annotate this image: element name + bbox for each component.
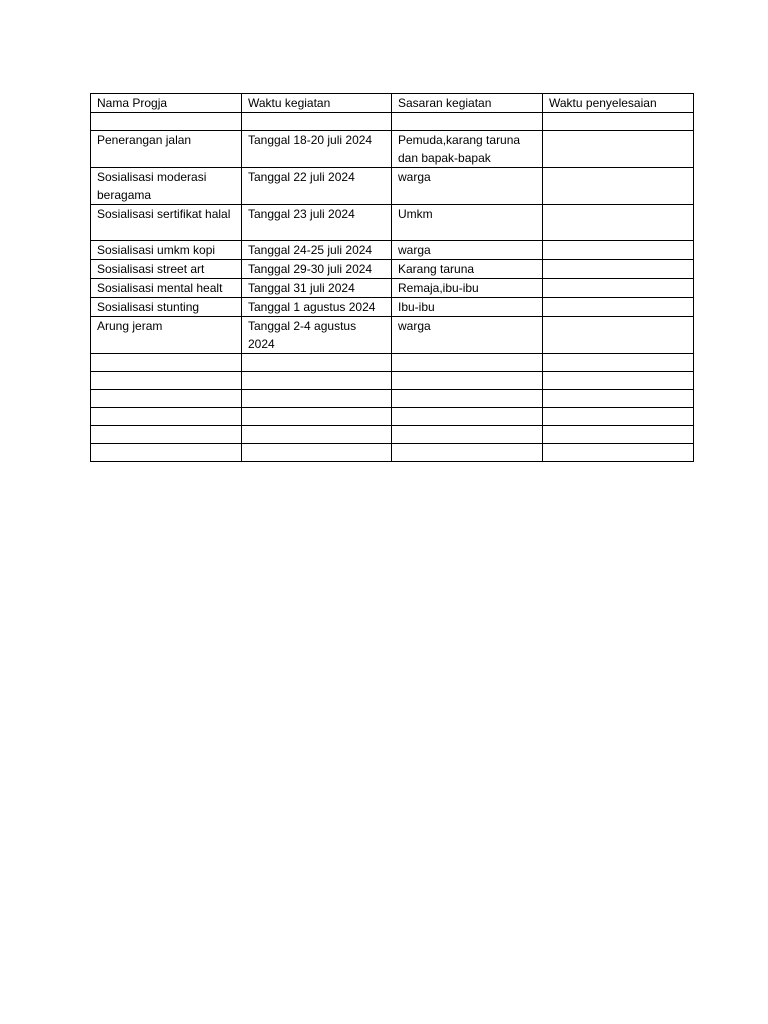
table-row xyxy=(91,298,694,317)
table-cell: Sosialisasi street art xyxy=(91,260,242,279)
table-cell xyxy=(392,408,543,426)
table-cell: Sosialisasi stunting xyxy=(91,298,242,317)
table-cell xyxy=(242,113,392,131)
table-cell xyxy=(392,444,543,462)
table-cell xyxy=(242,444,392,462)
table-row xyxy=(91,260,694,279)
table-row xyxy=(91,354,694,372)
table-cell xyxy=(91,444,242,462)
table-cell: Remaja,ibu-ibu xyxy=(392,279,543,298)
table-cell: Pemuda,karang taruna dan bapak-bapak xyxy=(392,131,543,168)
table-cell: Arung jeram xyxy=(91,317,242,354)
table-cell xyxy=(543,390,694,408)
table-cell xyxy=(242,390,392,408)
table-cell xyxy=(543,354,694,372)
table-cell xyxy=(91,390,242,408)
table-row xyxy=(91,317,694,354)
table-cell xyxy=(543,131,694,168)
table-cell: Tanggal 31 juli 2024 xyxy=(242,279,392,298)
table-cell xyxy=(543,241,694,260)
table-cell xyxy=(91,113,242,131)
table-cell: Ibu-ibu xyxy=(392,298,543,317)
table-cell: Tanggal 24-25 juli 2024 xyxy=(242,241,392,260)
header-waktu-kegiatan: Waktu kegiatan xyxy=(242,94,392,113)
table-cell: Tanggal 23 juli 2024 xyxy=(242,205,392,241)
table-cell: Sosialisasi umkm kopi xyxy=(91,241,242,260)
table-cell xyxy=(91,372,242,390)
table-cell xyxy=(242,354,392,372)
table-cell: Sosialisasi sertifikat halal xyxy=(91,205,242,241)
table-cell: Umkm xyxy=(392,205,543,241)
table-cell xyxy=(91,426,242,444)
table-cell xyxy=(392,354,543,372)
table-cell xyxy=(543,372,694,390)
table-cell xyxy=(242,426,392,444)
table-header-row xyxy=(91,94,694,113)
table-cell xyxy=(543,317,694,354)
table-cell xyxy=(543,298,694,317)
table-cell: Sosialisasi mental healt xyxy=(91,279,242,298)
header-nama-progja: Nama Progja xyxy=(91,94,242,113)
table-cell: Karang taruna xyxy=(392,260,543,279)
table-cell: Sosialisasi moderasi beragama xyxy=(91,168,242,205)
table-cell xyxy=(91,408,242,426)
table-row xyxy=(91,408,694,426)
table-cell: warga xyxy=(392,317,543,354)
table-cell: Penerangan jalan xyxy=(91,131,242,168)
table-cell xyxy=(91,354,242,372)
table-cell xyxy=(543,279,694,298)
table-cell xyxy=(543,260,694,279)
table-row xyxy=(91,205,694,241)
table-row xyxy=(91,444,694,462)
table-row xyxy=(91,390,694,408)
table-cell xyxy=(543,426,694,444)
program-schedule-table xyxy=(90,93,694,462)
table-cell: Tanggal 18-20 juli 2024 xyxy=(242,131,392,168)
table-cell: Tanggal 1 agustus 2024 xyxy=(242,298,392,317)
table-cell xyxy=(392,426,543,444)
table-cell xyxy=(543,408,694,426)
table-cell xyxy=(242,372,392,390)
table-cell: warga xyxy=(392,168,543,205)
table-row xyxy=(91,131,694,168)
table-cell xyxy=(543,113,694,131)
table-cell xyxy=(392,113,543,131)
table-cell: Tanggal 2-4 agustus 2024 xyxy=(242,317,392,354)
table-cell xyxy=(392,390,543,408)
table-row xyxy=(91,279,694,298)
table-row xyxy=(91,372,694,390)
header-sasaran-kegiatan: Sasaran kegiatan xyxy=(392,94,543,113)
table-cell: warga xyxy=(392,241,543,260)
table-row xyxy=(91,426,694,444)
table-cell xyxy=(242,408,392,426)
table-cell xyxy=(543,444,694,462)
table-cell xyxy=(543,168,694,205)
header-waktu-penyelesaian: Waktu penyelesaian xyxy=(543,94,694,113)
table-cell xyxy=(543,205,694,241)
table-row xyxy=(91,168,694,205)
table-cell: Tanggal 22 juli 2024 xyxy=(242,168,392,205)
table-row xyxy=(91,113,694,131)
table-cell xyxy=(392,372,543,390)
table-cell: Tanggal 29-30 juli 2024 xyxy=(242,260,392,279)
table-row xyxy=(91,241,694,260)
